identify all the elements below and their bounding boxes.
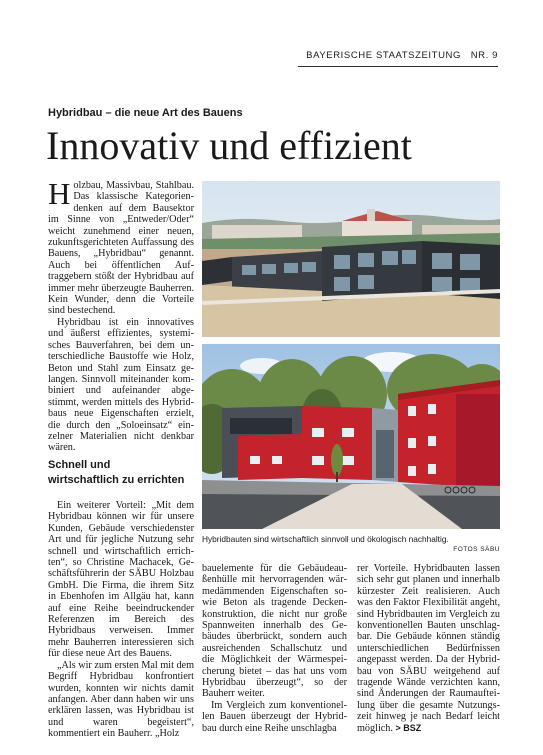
column-1-lead [48,176,194,454]
subheading-line-2: wirtschaftlich zu errichten [48,474,185,486]
running-header [298,50,498,61]
photo-red-building-image [202,344,500,529]
photo-caption: Hybridbauten sind wirtschaftlich sinnvoll und ökologisch nachhaltig. [202,534,449,544]
photo-credit: FOTOS SÄBU [453,546,500,553]
header-rule [298,66,498,67]
photo-modular-buildings-image [202,181,500,337]
article-kicker: Hybridbau – die neue Art des Bauens [48,107,243,119]
article-title: Innovativ und effizient [46,123,412,168]
lead-paragraph-2: Hybridbau ist ein innovatives und äußerst effizientes, systemisches Bauverfahren, bei dem unterschiedliche Baustoffe wie Holz, Beton und Stahl zum Einsatz gelangen. Sinnvoll miteinander kombiniert und aufeinander abgestimmt, werden mittels des Hybridbaus neue Eigenschaften erzielt, die durch den „Soloeinsatz“ einzelner Materialien nicht denkbar wären. [48,316,194,454]
issue-number: NR. 9 [470,50,498,61]
body-paragraph-4: „Als wir zum ersten Mal mit dem Begriff Hybridbau konfrontiert wurden, konnten wir nichts damit anfangen. Aber dann haben wir uns erklären lassen, was Hybridbau ist und waren begeistert“, kommentiert ein Bauherr. „Holz [48,659,194,740]
subheading-line-1: Schnell und [48,459,111,471]
body-paragraph-5: bauelemente für die Gebäudeaußenhülle mit hervorragenden wärmedämmenden Eigenschaften sowie Beton als tragende Deckenkonstruktion, die nicht nur große Spannweiten innerhalb des Gebäudes überbrückt, sondern auch ausreichenden Schallschutz und die Möglichkeit der Wärmespeicherung bietet – das hat uns vom Hybridbau überzeugt“, so der Bauherr weiter. [202,563,347,700]
body-paragraph-6: Im Vergleich zum konventionellen Bauen überzeugt der Hybridbau durch eine Reihe unschlagba [202,699,347,734]
photo-red-building [202,344,500,529]
publication-name: BAYERISCHE STAATSZEITUNG [306,50,461,61]
column-3-body [357,563,500,734]
lead-paragraph-1 [48,176,194,317]
column-1-body [48,500,194,740]
body-paragraph-7: rer Vorteile. Hybridbauten lassen sich sehr gut planen und innerhalb kürzester Zeit realisieren. Auch was den Faktor Flexibilität angeht, sind Hybridbauten im Vergleich zu konventionellen Bauten unschlagbar. Die Gebäude können ständig unterschiedlichen Bedürfnissen angepasst werden. Da der Hybridbau von SÄBU weitgehend auf tragende Wände verzichten kann, sind Änderungen der Raumaufteilung über die gesamte Nutzungszeit hinweg je nach Bedarf leicht möglich. > BSZ [357,563,500,734]
drop-cap: H [48,176,71,211]
body-paragraph-3: Ein weiterer Vorteil: „Mit dem Hybridbau können wir für unsere Kunden, Gebäude verschiedenster Art und für jegliche Nutzung sehr schnell und wirtschaftlich errichten“, so Christine Machacek, Geschäftsführerin der SÄBU Holzbau GmbH. Die Firma, die ihrem Sitz in Ebenhofen im Allgäu hat, kann auf eine Reihe beeindruckender Referenzen im Bereich des Hybridbaus verweisen. Immer mehr Bauherren interessieren sich für diese neue Art des Bauens. [48,500,194,660]
lead-paragraph-1-text: olzbau, Massivbau, Stahlbau. Das klassische Kategoriendenken auf dem Bausektor im Sinne von „Entweder/Oder“ weicht zunehmend einer neuen, zukunftsgerichteten Auffassung des Bauens, „Hybridbau“ genannt. Auch bei öffentlichen Auftraggebern stößt der Hybridbau auf immer mehr überzeugte Bauherren. Kein Wunder, denn die Vorteile sind bestechend. [48,180,194,317]
photo-modular-buildings [202,181,500,337]
column-2-body [202,563,347,734]
subheading [48,458,194,488]
end-mark: > BSZ [395,722,422,733]
